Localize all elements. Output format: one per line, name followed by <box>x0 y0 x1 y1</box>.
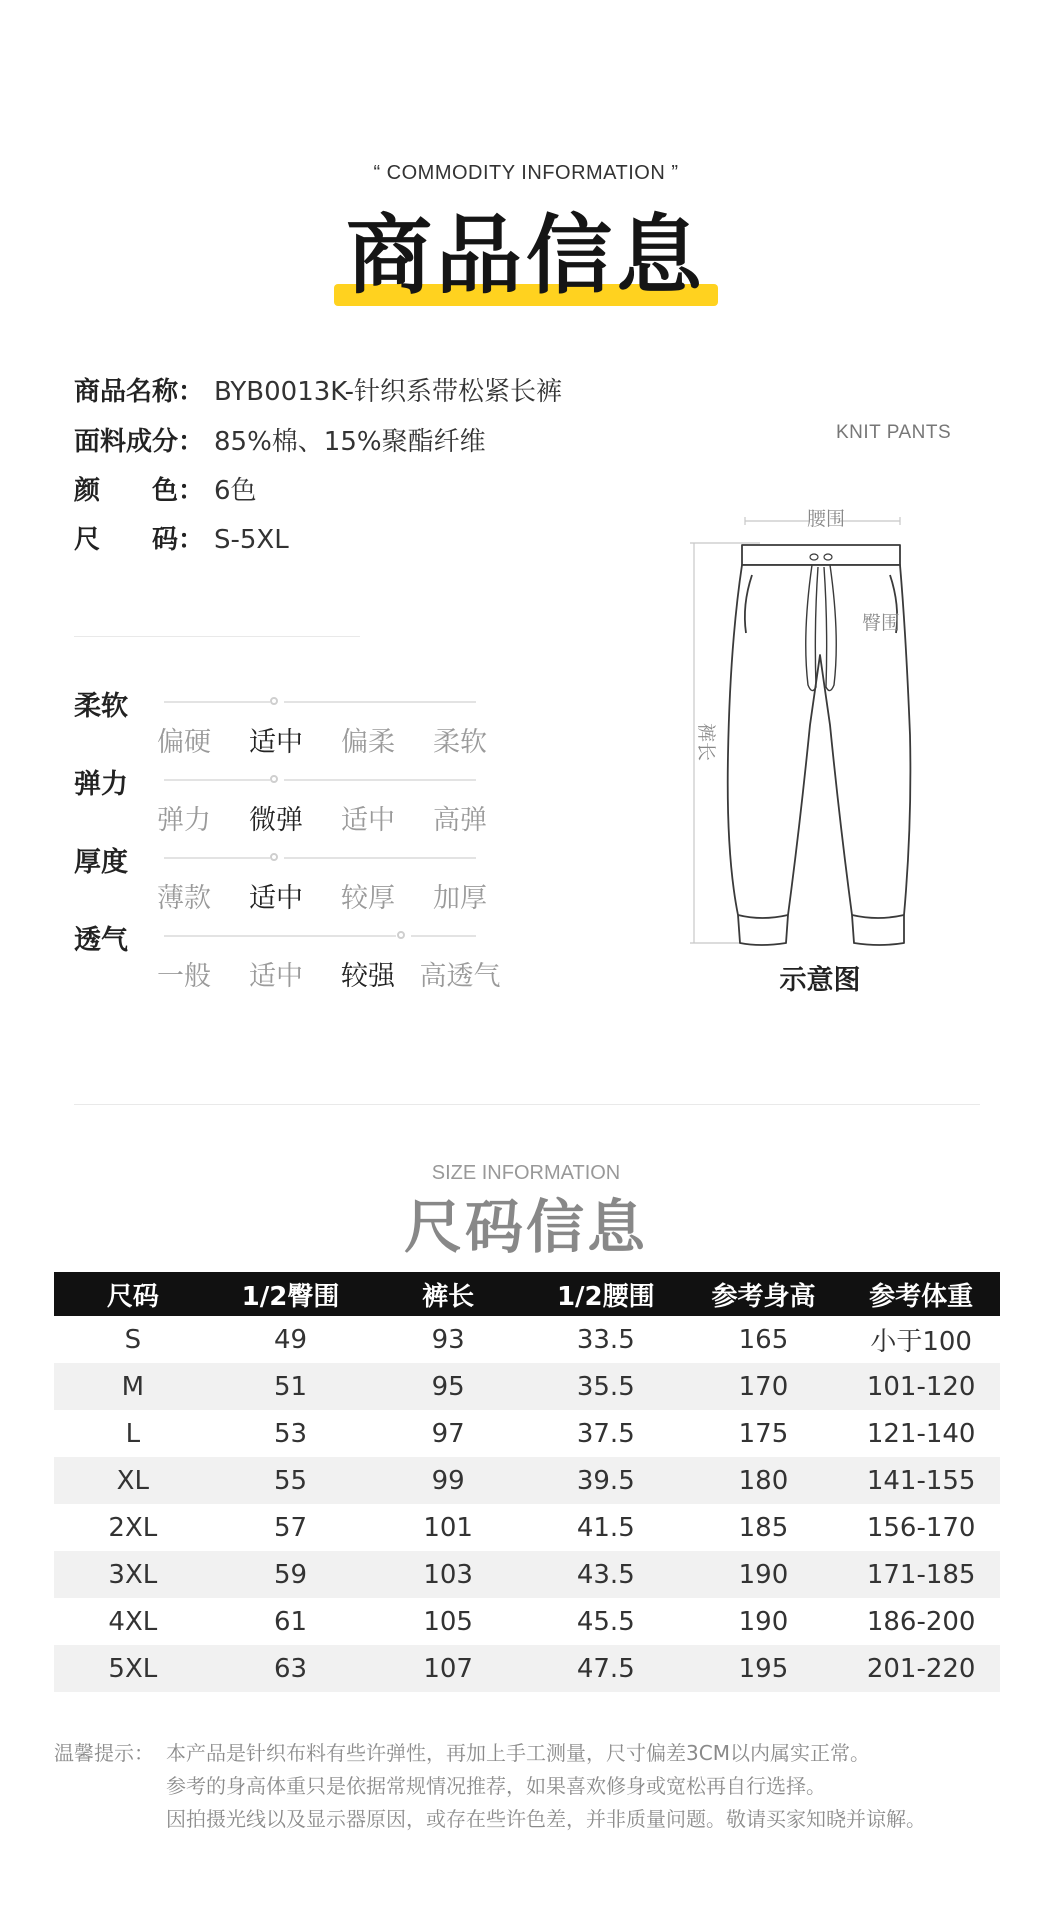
header-cell: 参考体重 <box>842 1272 1000 1316</box>
table-cell: 35.5 <box>527 1363 685 1410</box>
table-row <box>54 1410 1000 1457</box>
table-row <box>54 1316 1000 1363</box>
table-cell: 43.5 <box>527 1551 685 1598</box>
scale-label-softness: 柔软 <box>74 691 128 722</box>
note-line: 因拍摄光线以及显示器原因，或存在些许色差，并非质量问题。敬请买家知晓并谅解。 <box>166 1807 926 1831</box>
header-cell: 参考身高 <box>685 1272 843 1316</box>
table-cell: 4XL <box>108 1606 158 1637</box>
commodity-info-title <box>334 206 718 306</box>
table-cell: 93 <box>431 1324 465 1355</box>
scale-track <box>284 701 476 703</box>
scale-option-selected: 适中 <box>249 883 303 914</box>
table-cell: 3XL <box>54 1551 212 1598</box>
table-cell: XL <box>54 1457 212 1504</box>
table-cell: 185 <box>738 1512 789 1543</box>
table-cell: 190 <box>685 1551 843 1598</box>
table-cell: 97 <box>431 1418 465 1449</box>
table-cell: S <box>124 1324 142 1355</box>
table-cell: 51 <box>212 1363 370 1410</box>
table-row <box>54 1504 1000 1551</box>
scale-track <box>164 779 270 781</box>
scale-option: 薄款 <box>157 883 211 914</box>
table-cell: 201-220 <box>842 1645 1000 1692</box>
scale-label-thickness: 厚度 <box>74 847 128 878</box>
table-cell: 33.5 <box>576 1324 635 1355</box>
hip-label: 臀围 <box>862 612 901 634</box>
table-cell: 61 <box>273 1606 308 1637</box>
table-cell: 175 <box>738 1418 789 1449</box>
spec-value: BYB0013K-针织系带松紧长裤 <box>214 377 563 407</box>
table-row <box>54 1551 1000 1598</box>
scale-track <box>164 701 270 703</box>
scale-option-selected: 适中 <box>249 727 303 758</box>
spec-value: S-5XL <box>214 525 289 555</box>
table-cell: 41.5 <box>576 1512 635 1543</box>
scale-label-elasticity: 弹力 <box>74 769 128 800</box>
scale-option: 一般 <box>157 961 211 992</box>
scale-option: 较厚 <box>341 883 395 914</box>
scale-track <box>284 857 476 859</box>
scale-option: 偏硬 <box>157 727 211 758</box>
header-cell: 1/2腰围 <box>527 1272 685 1316</box>
scale-option: 柔软 <box>433 727 487 758</box>
commodity-info-title-wrap <box>0 206 1052 306</box>
table-row <box>54 1598 1000 1645</box>
spec-row-name <box>74 374 562 410</box>
spec-label: 尺 码： <box>74 525 205 555</box>
table-cell: 59 <box>212 1551 370 1598</box>
scale-label-breathability: 透气 <box>74 925 128 956</box>
scale-marker <box>270 697 278 705</box>
table-cell: 63 <box>212 1645 370 1692</box>
scale-option: 适中 <box>249 961 303 992</box>
table-cell: 5XL <box>54 1645 212 1692</box>
table-cell: 57 <box>273 1512 308 1543</box>
header-cell: 裤长 <box>369 1272 527 1316</box>
spec-value: 6色 <box>214 476 257 506</box>
size-table <box>54 1272 1000 1692</box>
spec-divider <box>74 636 360 637</box>
scale-marker <box>397 931 405 939</box>
scale-track <box>164 935 396 937</box>
size-info-title: 尺码信息 <box>403 1193 648 1261</box>
scale-option: 偏柔 <box>341 727 395 758</box>
table-cell: 37.5 <box>576 1418 635 1449</box>
table-cell: 171-185 <box>842 1551 1000 1598</box>
table-cell: 53 <box>273 1418 308 1449</box>
scale-track <box>284 779 476 781</box>
table-cell: 47.5 <box>527 1645 685 1692</box>
spec-label: 颜 色： <box>74 476 205 506</box>
pants-outline <box>728 545 911 945</box>
table-cell: 180 <box>685 1457 843 1504</box>
spec-row-color <box>74 473 257 509</box>
table-cell: 39.5 <box>527 1457 685 1504</box>
knit-pants-label: KNIT PANTS <box>836 422 952 443</box>
scale-option-selected: 微弹 <box>249 805 303 836</box>
size-table-header <box>54 1272 1000 1316</box>
scale-option: 高透气 <box>419 961 501 992</box>
section-divider <box>74 1104 980 1105</box>
header-cell: 1/2臀围 <box>212 1272 370 1316</box>
scale-option-selected: 较强 <box>341 961 395 992</box>
table-cell: 121-140 <box>866 1418 976 1449</box>
scale-option: 高弹 <box>433 805 487 836</box>
scale-marker <box>270 853 278 861</box>
table-cell: 95 <box>369 1363 527 1410</box>
table-cell: 小于100 <box>870 1327 972 1357</box>
table-cell: 2XL <box>108 1512 158 1543</box>
table-cell: M <box>54 1363 212 1410</box>
table-cell: 195 <box>685 1645 843 1692</box>
table-cell: 186-200 <box>866 1606 976 1637</box>
commodity-info-en-title: “ COMMODITY INFORMATION ” <box>373 162 679 184</box>
table-cell: 105 <box>423 1606 473 1637</box>
table-cell: L <box>125 1418 141 1449</box>
table-row <box>54 1645 1000 1692</box>
table-cell: 99 <box>369 1457 527 1504</box>
table-cell: 55 <box>212 1457 370 1504</box>
table-cell: 170 <box>685 1363 843 1410</box>
scale-option: 加厚 <box>433 883 487 914</box>
table-row <box>54 1457 1000 1504</box>
spec-label: 商品名称： <box>74 377 205 407</box>
table-cell: 107 <box>369 1645 527 1692</box>
scale-marker <box>270 775 278 783</box>
header-cell: 尺码 <box>54 1272 212 1316</box>
pants-diagram <box>690 495 950 965</box>
note-prefix: 温馨提示： <box>54 1741 154 1765</box>
scale-track <box>164 857 270 859</box>
table-cell: 101-120 <box>842 1363 1000 1410</box>
waist-label: 腰围 <box>806 508 846 530</box>
commodity-info-title-text: 商品信息 <box>346 206 706 306</box>
spec-label: 面料成分： <box>74 427 205 457</box>
note-line: 参考的身高体重只是依据常规情况推荐，如果喜欢修身或宽松再自行选择。 <box>166 1774 826 1798</box>
spec-value: 85%棉、15%聚酯纤维 <box>214 427 486 457</box>
diagram-caption: 示意图 <box>779 965 861 996</box>
table-cell: 141-155 <box>842 1457 1000 1504</box>
note-line: 本产品是针织布料有些许弹性，再加上手工测量，尺寸偏差3CM以内属实正常。 <box>166 1741 870 1765</box>
table-cell: 165 <box>738 1324 789 1355</box>
table-cell: 45.5 <box>576 1606 635 1637</box>
size-info-en-title: SIZE INFORMATION <box>431 1162 621 1184</box>
table-cell: 101 <box>423 1512 473 1543</box>
scale-option: 适中 <box>341 805 395 836</box>
scale-track <box>411 935 476 937</box>
table-row <box>54 1363 1000 1410</box>
spec-row-size <box>74 522 289 558</box>
table-cell: 156-170 <box>866 1512 976 1543</box>
table-cell: 190 <box>738 1606 789 1637</box>
spec-row-fabric <box>74 424 486 460</box>
length-label: 裤长 <box>695 723 717 762</box>
table-cell: 103 <box>369 1551 527 1598</box>
scale-option: 弹力 <box>157 805 211 836</box>
table-cell: 49 <box>273 1324 308 1355</box>
